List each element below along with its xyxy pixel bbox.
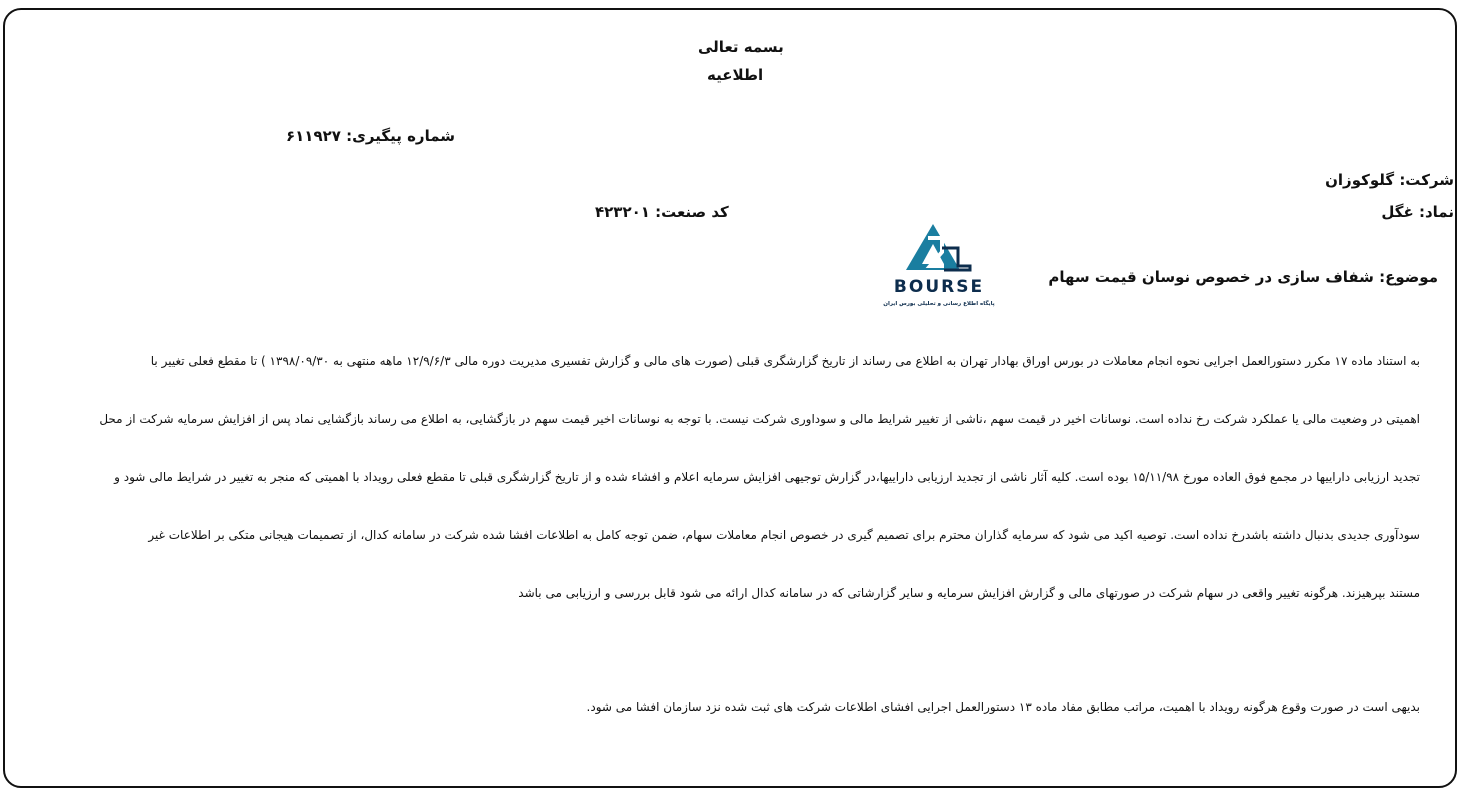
- paragraph-line: به استناد ماده ۱۷ مکرر دستورالعمل اجرایی نحوه انجام معاملات در بورس اوراق بهادار تهران به اطلاع می رساند از تاریخ گزارشگری قبلی (صورت های مالی و گزارش تفسیری مدیریت دوره مالی ۱۲/۹/۶/۳ ماهه منتهی به ۱۳۹۸/۰۹/۳۰ ) تا مقطع فعلی تغییر با: [150, 354, 1420, 368]
- company-label: شرکت:: [1399, 171, 1454, 189]
- tracking-number: ۶۱۱۹۲۷: [286, 127, 341, 145]
- logo-tagline: پایگاه اطلاع رسانی و تحلیلی بورس ایران: [883, 301, 995, 307]
- industry-code-row: [595, 203, 729, 221]
- symbol-row: [1381, 203, 1454, 221]
- subject-value: شفاف سازی در خصوص نوسان قیمت سهام: [1048, 268, 1374, 286]
- paragraph-line: سودآوری جدیدی بدنبال داشته باشدرخ نداده است. توصیه اکید می شود که سرمایه گذاران محترم برای تصمیم گیری در خصوص انجام معاملات سهام، ضمن توجه کامل به اطلاعات افشا شده شرکت در سامانه کدال، از تصمیمات هیجانی متکی بر اطلاعات غیر: [148, 528, 1420, 542]
- basmala: بسمه تعالی: [698, 38, 784, 56]
- subject-label: موضوع:: [1379, 268, 1438, 286]
- logo-wordmark: BOURSE: [893, 277, 985, 297]
- company-row: [1325, 171, 1454, 189]
- tracking-label: شماره پیگیری:: [346, 127, 456, 145]
- paragraph-line: اهمیتی در وضعیت مالی یا عملکرد شرکت رخ نداده است. نوسانات اخیر در قیمت سهم ،ناشی از تغییر شرایط مالی و سوداوری شرکت نیست. با توجه به نوسانات اخیر قیمت سهم در بازگشایی، به اطلاع می رساند بازگشایی نماد پس از افزایش سرمایه شرکت از محل: [99, 412, 1420, 426]
- paragraph-line: مستند بپرهیزند. هرگونه تغییر واقعی در سهام شرکت در صورتهای مالی و گزارش افزایش سرمایه و سایر گزارشاتی که در سامانه کدال ارائه می شود قابل بررسی و ارزیابی می باشد: [518, 586, 1420, 600]
- industry-code-value: ۴۲۳۲۰۱: [595, 203, 650, 221]
- industry-code-label: کد صنعت:: [655, 203, 729, 221]
- subject-row: [1048, 268, 1438, 286]
- paragraph-line: بدیهی است در صورت وقوع هرگونه رویداد با اهمیت، مراتب مطابق مفاد ماده ۱۳ دستورالعمل اجرایی افشای اطلاعات شرکت های ثبت شده نزد سازمان افشا می شود.: [586, 700, 1420, 714]
- announcement-title: اطلاعیه: [707, 66, 764, 84]
- symbol-label: نماد:: [1418, 203, 1454, 221]
- bourse-logo: [882, 208, 998, 314]
- bourse-emblem-icon: [906, 224, 970, 270]
- paragraph-line: تجدید ارزیابی داراییها در مجمع فوق العاده مورخ ۱۵/۱۱/۹۸ بوده است. کلیه آثار ناشی از تجدید ارزیابی داراییها،در گزارش توجیهی افزایش سرمایه اعلام و افشاء شده و از تاریخ گزارشگری قبلی تا مقطع فعلی رویداد با اهمیتی که منجر به تغییر در شرایط مالی شود و: [114, 470, 1420, 484]
- disclosure-paragraph: [40, 678, 1420, 736]
- symbol-value: غگل: [1381, 203, 1414, 221]
- tracking-row: [286, 127, 455, 145]
- company-name: گلوکوزان: [1325, 171, 1395, 189]
- body-paragraph: [40, 332, 1420, 622]
